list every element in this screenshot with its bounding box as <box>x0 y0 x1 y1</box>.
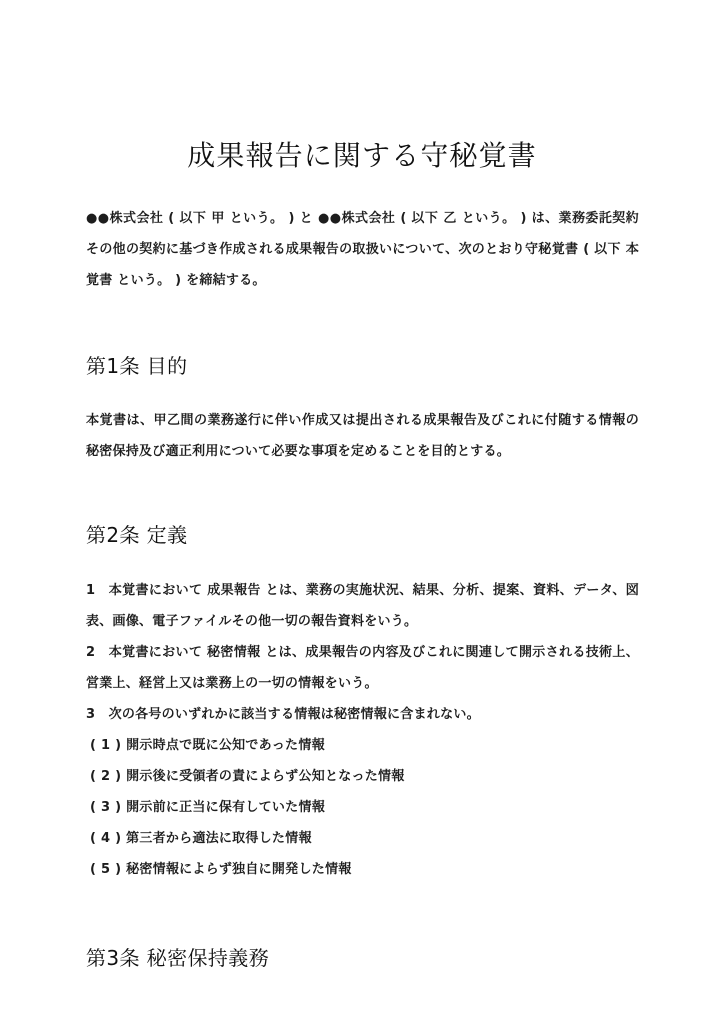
section-heading-article-2: 第2条 定義 <box>86 523 188 547</box>
section-heading-article-1: 第1条 目的 <box>86 354 188 378</box>
list-item: ( 4 ) 第三者から適法に取得した情報 <box>90 831 312 846</box>
intro-paragraph: ●●株式会社 ( 以下 甲 という。 ) と ●●株式会社 ( 以下 乙 という。 ) は、業務委託契約その他の契約に基づき作成される成果報告の取扱いについて、次のとおり守秘覚書 ( 以下 本覚書 という。 ) を締結する。 <box>86 211 639 288</box>
spacer <box>86 296 639 353</box>
list-item: ( 5 ) 秘密情報によらず独自に開発した情報 <box>90 862 352 877</box>
list-item: 3 次の各号のいずれかに該当する情報は秘密情報に含まれない。 <box>86 707 480 722</box>
list-item: 2 本覚書において 秘密情報 とは、成果報告の内容及びこれに関連して開示される技術上、営業上、経営上又は業務上の一切の情報をいう。 <box>86 645 639 691</box>
list-item: ( 1 ) 開示時点で既に公知であった情報 <box>90 738 325 753</box>
article-1-body: 本覚書は、甲乙間の業務遂行に伴い作成又は提出される成果報告及びこれに付随する情報の秘密保持及び適正利用について必要な事項を定めることを目的とする。 <box>86 413 639 459</box>
spacer <box>86 467 639 522</box>
spacer <box>86 548 639 575</box>
spacer <box>86 379 639 405</box>
list-item: 1 本覚書において 成果報告 とは、業務の実施状況、結果、分析、提案、資料、データ、図表、画像、電子ファイルその他一切の報告資料をいう。 <box>86 583 639 629</box>
page-title: 成果報告に関する守秘覚書 <box>187 138 537 172</box>
section-heading-article-3: 第3条 秘密保持義務 <box>86 946 270 970</box>
spacer <box>86 885 639 945</box>
document-body <box>86 203 639 971</box>
list-item: ( 3 ) 開示前に正当に保有していた情報 <box>90 800 325 815</box>
list-item: ( 2 ) 開示後に受領者の責によらず公知となった情報 <box>90 769 405 784</box>
article-2-clause-list <box>86 575 639 885</box>
